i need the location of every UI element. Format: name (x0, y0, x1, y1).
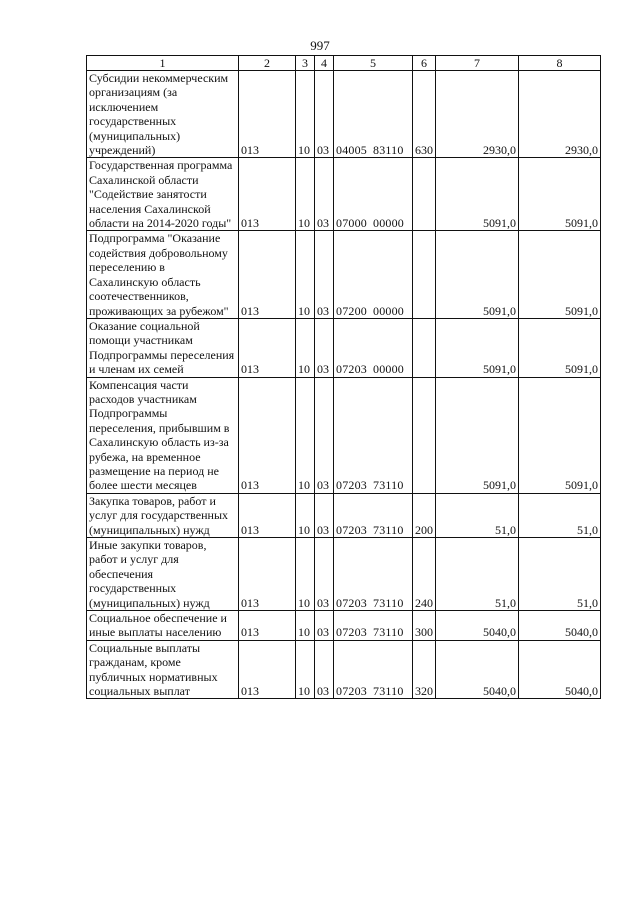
target-article-code (334, 640, 413, 699)
column-header: 2 (239, 56, 296, 71)
item-name: Иные закупки товаров, работ и услуг для обеспечения государственных (муниципальных) нужд (87, 538, 239, 611)
target-article-part-b: 73110 (373, 684, 404, 699)
target-article-part-b: 00000 (373, 216, 404, 231)
item-name: Субсидии некоммерческим организациям (за исключением государственных (муниципальных) учреждений) (87, 71, 239, 158)
section-code: 10 (296, 640, 315, 699)
subsection-code: 03 (315, 493, 334, 537)
column-header: 5 (334, 56, 413, 71)
column-header: 6 (413, 56, 436, 71)
amount-column-7: 51,0 (436, 493, 519, 537)
item-name: Государственная программа Сахалинской области "Содействие занятости населения Сахалинской области на 2014-2020 годы" (87, 158, 239, 231)
section-code: 10 (296, 377, 315, 493)
amount-column-7: 5040,0 (436, 611, 519, 641)
target-article-part-a: 07203 (336, 625, 367, 640)
ministry-code: 013 (239, 493, 296, 537)
table-row (87, 158, 601, 231)
expense-type-code: 630 (413, 71, 436, 158)
expense-type-code: 300 (413, 611, 436, 641)
subsection-code: 03 (315, 538, 334, 611)
ministry-code: 013 (239, 71, 296, 158)
target-article-code (334, 493, 413, 537)
section-code: 10 (296, 158, 315, 231)
target-article-part-a: 07200 (336, 303, 367, 318)
target-article-code (334, 538, 413, 611)
target-article-code (334, 611, 413, 641)
target-article-code (334, 231, 413, 318)
target-article-part-b: 73110 (373, 625, 404, 640)
table-header-row (87, 56, 601, 71)
target-article-part-b: 00000 (373, 303, 404, 318)
target-article-part-a: 04005 (336, 143, 367, 158)
amount-column-8: 51,0 (519, 538, 601, 611)
ministry-code: 013 (239, 231, 296, 318)
ministry-code: 013 (239, 611, 296, 641)
subsection-code: 03 (315, 611, 334, 641)
target-article-part-a: 07203 (336, 595, 367, 610)
item-name: Социальные выплаты гражданам, кроме публичных нормативных социальных выплат (87, 640, 239, 699)
amount-column-8: 5091,0 (519, 318, 601, 377)
expense-type-code: 200 (413, 493, 436, 537)
item-name: Компенсация части расходов участникам Подпрограммы переселения, прибывшим в Сахалинскую область из-за рубежа, на временное размещение на период не более шести месяцев (87, 377, 239, 493)
section-code: 10 (296, 231, 315, 318)
table-row (87, 538, 601, 611)
column-header: 3 (296, 56, 315, 71)
ministry-code: 013 (239, 318, 296, 377)
item-name: Подпрограмма "Оказание содействия добровольному переселению в Сахалинскую область соотечественников, проживающих за рубежом" (87, 231, 239, 318)
subsection-code: 03 (315, 377, 334, 493)
amount-column-7: 5091,0 (436, 318, 519, 377)
section-code: 10 (296, 538, 315, 611)
section-code: 10 (296, 318, 315, 377)
amount-column-8: 5040,0 (519, 611, 601, 641)
amount-column-7: 51,0 (436, 538, 519, 611)
amount-column-8: 51,0 (519, 493, 601, 537)
target-article-code (334, 71, 413, 158)
ministry-code: 013 (239, 377, 296, 493)
target-article-part-a: 07203 (336, 684, 367, 699)
amount-column-8: 5091,0 (519, 377, 601, 493)
amount-column-7: 5091,0 (436, 377, 519, 493)
table-row (87, 493, 601, 537)
table-row (87, 231, 601, 318)
section-code: 10 (296, 71, 315, 158)
column-header: 4 (315, 56, 334, 71)
amount-column-8: 2930,0 (519, 71, 601, 158)
expense-type-code (413, 158, 436, 231)
target-article-part-b: 83110 (373, 143, 404, 158)
target-article-part-b: 73110 (373, 478, 404, 493)
subsection-code: 03 (315, 158, 334, 231)
subsection-code: 03 (315, 640, 334, 699)
expense-type-code (413, 231, 436, 318)
amount-column-7: 5040,0 (436, 640, 519, 699)
target-article-part-b: 73110 (373, 522, 404, 537)
ministry-code: 013 (239, 158, 296, 231)
target-article-part-a: 07203 (336, 522, 367, 537)
item-name: Оказание социальной помощи участникам Подпрограммы переселения и членам их семей (87, 318, 239, 377)
section-code: 10 (296, 493, 315, 537)
subsection-code: 03 (315, 71, 334, 158)
table-row (87, 611, 601, 641)
column-header: 7 (436, 56, 519, 71)
budget-table (86, 55, 601, 699)
target-article-code (334, 377, 413, 493)
amount-column-7: 2930,0 (436, 71, 519, 158)
target-article-code (334, 318, 413, 377)
amount-column-8: 5091,0 (519, 158, 601, 231)
amount-column-7: 5091,0 (436, 231, 519, 318)
ministry-code: 013 (239, 640, 296, 699)
item-name: Социальное обеспечение и иные выплаты населению (87, 611, 239, 641)
page-number: 997 (310, 38, 330, 53)
item-name: Закупка товаров, работ и услуг для государственных (муниципальных) нужд (87, 493, 239, 537)
target-article-part-a: 07000 (336, 216, 367, 231)
amount-column-8: 5091,0 (519, 231, 601, 318)
section-code: 10 (296, 611, 315, 641)
column-header: 1 (87, 56, 239, 71)
table-row (87, 377, 601, 493)
target-article-part-b: 00000 (373, 362, 404, 377)
table-row (87, 318, 601, 377)
subsection-code: 03 (315, 231, 334, 318)
amount-column-7: 5091,0 (436, 158, 519, 231)
subsection-code: 03 (315, 318, 334, 377)
table-row (87, 640, 601, 699)
amount-column-8: 5040,0 (519, 640, 601, 699)
target-article-part-b: 73110 (373, 595, 404, 610)
expense-type-code (413, 318, 436, 377)
target-article-code (334, 158, 413, 231)
column-header: 8 (519, 56, 601, 71)
target-article-part-a: 07203 (336, 362, 367, 377)
table-row (87, 71, 601, 158)
expense-type-code: 320 (413, 640, 436, 699)
expense-type-code: 240 (413, 538, 436, 611)
target-article-part-a: 07203 (336, 478, 367, 493)
expense-type-code (413, 377, 436, 493)
ministry-code: 013 (239, 538, 296, 611)
